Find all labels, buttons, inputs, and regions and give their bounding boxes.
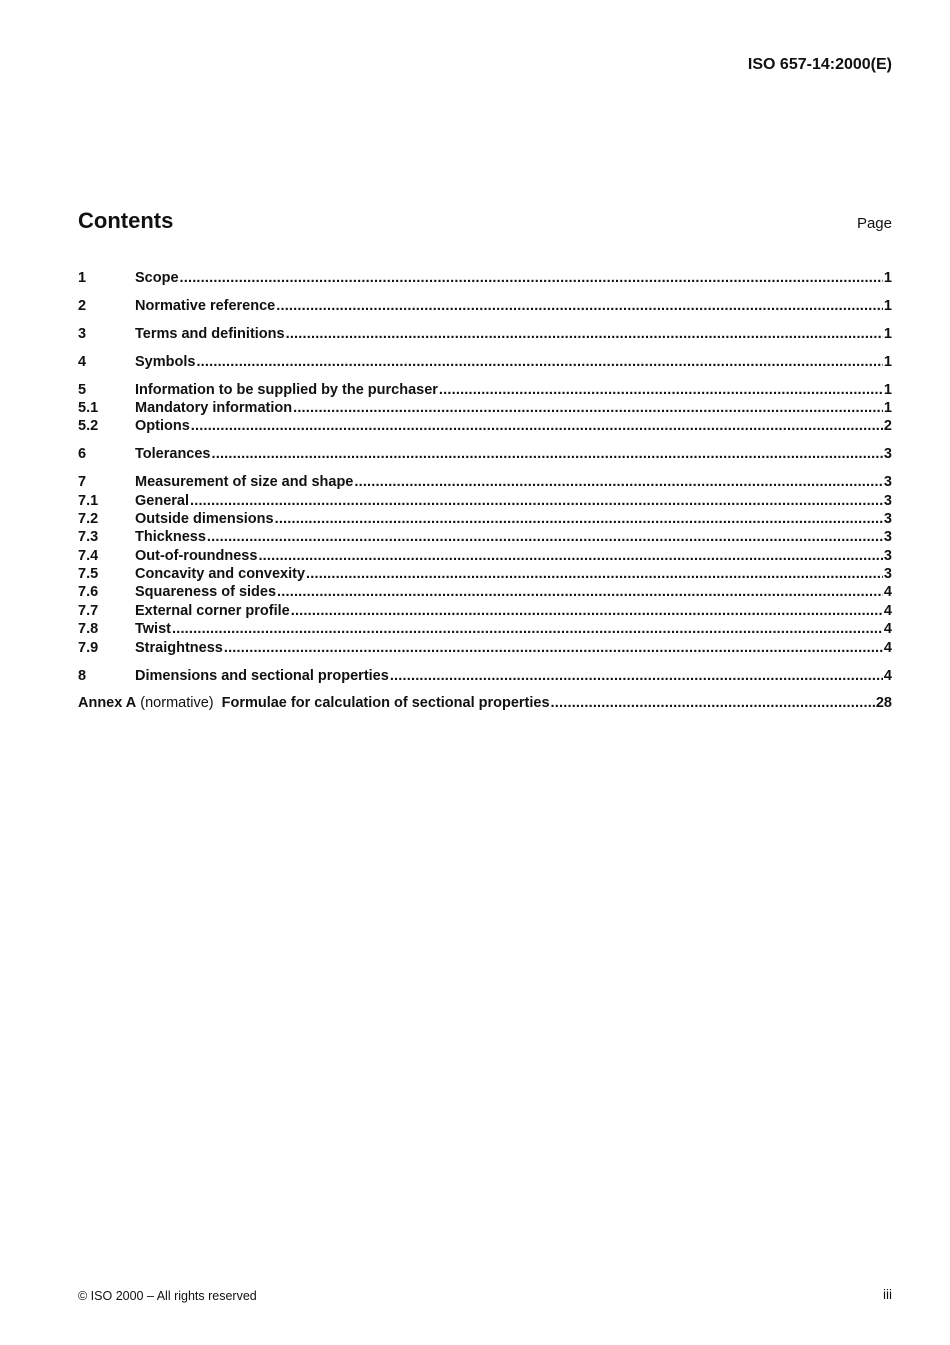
dot-leader xyxy=(191,417,883,435)
toc-entry[interactable] xyxy=(78,381,892,399)
toc-entry-page: 1 xyxy=(883,353,892,370)
dot-leader xyxy=(190,492,883,510)
toc-entry-title: Options xyxy=(135,418,190,435)
toc-entry[interactable] xyxy=(78,602,892,620)
toc-entry-title: Tolerances xyxy=(135,446,211,463)
toc-entry-page: 1 xyxy=(883,399,892,416)
toc-entry-number: 7.5 xyxy=(78,566,99,583)
dot-leader xyxy=(286,325,883,343)
dot-leader xyxy=(390,667,883,685)
annex-status: (normative) xyxy=(140,695,214,712)
toc-entry-title: Concavity and convexity xyxy=(135,566,306,583)
dot-leader xyxy=(293,399,883,417)
annex-page: 28 xyxy=(875,695,892,712)
toc-entry[interactable] xyxy=(78,297,892,315)
toc-entry-page: 3 xyxy=(883,529,892,546)
toc-entry-page: 2 xyxy=(883,418,892,435)
dot-leader xyxy=(180,269,883,287)
toc-entry-number: 3 xyxy=(78,325,87,342)
dot-leader xyxy=(306,565,883,583)
toc-entry[interactable] xyxy=(78,528,892,546)
toc-entry-page: 1 xyxy=(883,381,892,398)
toc-entry-page: 4 xyxy=(883,621,892,638)
toc-entry[interactable] xyxy=(78,325,892,343)
toc-entry-title: External corner profile xyxy=(135,602,290,619)
dot-leader xyxy=(439,381,883,399)
toc-entry-title: Mandatory information xyxy=(135,399,293,416)
toc-entry-title: Terms and definitions xyxy=(135,325,285,342)
dot-leader xyxy=(551,694,875,712)
toc-entry-title: Twist xyxy=(135,621,171,638)
annex-title: Formulae for calculation of sectional properties xyxy=(221,695,550,712)
toc-entry-number: 8 xyxy=(78,667,87,684)
dot-leader xyxy=(291,602,883,620)
toc-entry-number: 7 xyxy=(78,474,87,491)
toc-entry-page: 3 xyxy=(883,510,892,527)
toc-annex-entry[interactable] xyxy=(78,694,892,712)
toc-entry-title: Measurement of size and shape xyxy=(135,474,354,491)
page-number: iii xyxy=(883,1287,892,1302)
dot-leader xyxy=(224,639,883,657)
toc-entry[interactable] xyxy=(78,583,892,601)
toc-entry[interactable] xyxy=(78,269,892,287)
toc-entry-number: 7.3 xyxy=(78,529,99,546)
toc-entry-number: 2 xyxy=(78,297,87,314)
toc-entry-number: 7.2 xyxy=(78,510,99,527)
toc-entry-page: 4 xyxy=(883,639,892,656)
toc-entry[interactable] xyxy=(78,667,892,685)
toc-entry-page: 3 xyxy=(883,547,892,564)
toc-entry-title: Straightness xyxy=(135,639,223,656)
contents-header xyxy=(78,208,892,234)
toc-entry[interactable] xyxy=(78,399,892,417)
toc-entry-title: Normative reference xyxy=(135,297,276,314)
dot-leader xyxy=(172,620,883,638)
dot-leader xyxy=(354,473,883,491)
dot-leader xyxy=(275,510,883,528)
toc-entry-number: 7.8 xyxy=(78,621,99,638)
dot-leader xyxy=(196,353,882,371)
toc-entry-number: 7.4 xyxy=(78,547,99,564)
dot-leader xyxy=(207,528,883,546)
toc-entry-number: 4 xyxy=(78,353,87,370)
toc-entry-title: Outside dimensions xyxy=(135,510,274,527)
toc-entry[interactable] xyxy=(78,445,892,463)
toc-entry-page: 3 xyxy=(883,446,892,463)
toc-entry-number: 1 xyxy=(78,270,87,286)
toc-entry-number: 6 xyxy=(78,446,87,463)
toc-entry-page: 4 xyxy=(883,584,892,601)
toc-entry-page: 3 xyxy=(883,474,892,491)
toc-entry-number: 5.1 xyxy=(78,399,99,416)
toc-entry-number: 7.9 xyxy=(78,639,99,656)
toc-entry[interactable] xyxy=(78,353,892,371)
dot-leader xyxy=(212,445,883,463)
toc-entry[interactable] xyxy=(78,417,892,435)
contents-title: Contents xyxy=(78,208,174,233)
toc-entry[interactable] xyxy=(78,620,892,638)
page-column-label: Page xyxy=(856,215,892,232)
toc-entry-page: 3 xyxy=(883,566,892,583)
toc-entry-page: 1 xyxy=(883,325,892,342)
dot-leader xyxy=(258,547,882,565)
toc-entry-number: 5 xyxy=(78,381,87,398)
toc-entry-number: 7.1 xyxy=(78,492,99,509)
toc-entry-title: Symbols xyxy=(135,353,196,370)
toc-entry-page: 4 xyxy=(883,667,892,684)
dot-leader xyxy=(276,297,883,315)
toc-entry-title: Dimensions and sectional properties xyxy=(135,667,389,684)
toc-entry-page: 3 xyxy=(883,492,892,509)
toc-entry[interactable] xyxy=(78,547,892,565)
toc-entry-title: Thickness xyxy=(135,529,206,546)
toc-entry-title: Out-of-roundness xyxy=(135,547,258,564)
toc-entry-page: 4 xyxy=(883,602,892,619)
toc-entry[interactable] xyxy=(78,473,892,491)
toc-entry-title: Squareness of sides xyxy=(135,584,277,601)
toc-entry-number: 5.2 xyxy=(78,418,99,435)
toc-entry[interactable] xyxy=(78,492,892,510)
toc-entry-page: 1 xyxy=(883,297,892,314)
document-id: ISO 657-14:2000(E) xyxy=(747,56,892,73)
copyright-notice: © ISO 2000 – All rights reserved xyxy=(78,1289,257,1303)
toc-entry[interactable] xyxy=(78,565,892,583)
table-of-contents xyxy=(78,269,892,713)
toc-entry[interactable] xyxy=(78,639,892,657)
toc-entry[interactable] xyxy=(78,510,892,528)
annex-label: Annex A xyxy=(78,695,137,712)
toc-entry-number: 7.6 xyxy=(78,584,99,601)
toc-entry-number: 7.7 xyxy=(78,602,99,619)
dot-leader xyxy=(277,583,883,601)
toc-entry-title: Information to be supplied by the purchaser xyxy=(135,381,438,398)
toc-entry-title: General xyxy=(135,492,189,509)
toc-entry-page: 1 xyxy=(883,270,892,286)
toc-entry-title: Scope xyxy=(135,270,179,286)
